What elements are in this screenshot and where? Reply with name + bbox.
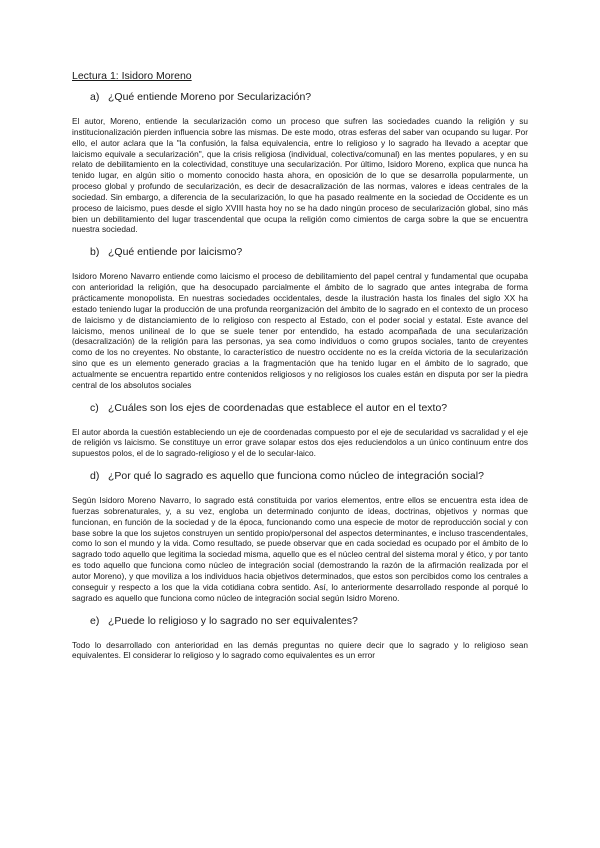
- question-text: ¿Por qué lo sagrado es aquello que funciona como núcleo de integración social?: [108, 470, 484, 483]
- section-d: [72, 470, 528, 603]
- question-heading: [72, 470, 528, 482]
- question-text: ¿Puede lo religioso y lo sagrado no ser equivalentes?: [108, 614, 358, 627]
- section-c: [72, 402, 528, 460]
- question-heading: [72, 402, 528, 414]
- answer-paragraph: El autor, Moreno, entiende la secularización como un proceso que sufren las sociedades cuando la religión y su institucionalización pierden influencia sobre las mismas. De este modo, otras esferas del saber van ocupando su lugar. Por ello, el autor aclara que la "la confusión, la falsa equivalencia, entre lo religioso y lo sagrado ha llevado a aceptar que laicismo equivale a secularización", que la crisis religiosa (individual, colectiva/comunal) en las mentes populares, y en su relato de debilitamiento en la colectividad, constituye una secularización. Por último, Isidoro Moreno, explica que nunca ha tenido lugar, en algún sitio o momento conocido hasta ahora, en oposición de lo que se desarrolla popularmente, un proceso global y profundo de secularización, es decir de desacralización de las normas, valores e ideas centrales de la sociedad. Sin embargo, a diferencia de la secularización, lo que ha pasado realmente en la sociedad de Occidente es un proceso de laicismo, pues desde el siglo XVIII hasta hoy no se ha dado ningún proceso de secularización global, sino más bien un debilitamiento del lugar trascendental que ocupa la religión como cimientos de carga sobre la que se encuentra nuestra sociedad.: [72, 116, 528, 235]
- answer-paragraph: Isidoro Moreno Navarro entiende como laicismo el proceso de debilitamiento del papel central y fundamental que ocupaba con anterioridad la religión, que ha desocupado parcialmente el ámbito de lo sagrado que antes integraba de forma prácticamente monopolista. En nuestras sociedades occidentales, desde la ilustración hasta los finales del siglo XX ha estado teniendo lugar la producción de una profunda reorganización del ámbito de lo sagrado en el contexto de un proceso de laicismo y de distanciamiento de lo religioso con respecto al Estado, con el poder social y estatal. Este avance del laicismo, menos unilineal de lo que se suele tener por entendido, ha estado acompañada de una secularización (desacralización) de la religión para las personas, ya sea como individuos o como grupos sociales, tanto de creyentes como de los no creyentes. No obstante, lo característico de nuestro occidente no es la creída victoria de la secularización sino que es un elemento generado gracias a la fragmentación que ha tenido lugar en el ámbito de lo sagrado, que actualmente se encuentra repartido entre contenidos religiosos y no religiosos los cuales están en disputa por ser la piedra central de los absolutos sociales: [72, 271, 528, 390]
- question-letter: b): [90, 246, 100, 259]
- question-letter: c): [90, 401, 99, 414]
- question-letter: e): [90, 614, 100, 627]
- answer-paragraph: Todo lo desarrollado con anterioridad en las demás preguntas no quiere decir que lo sagrado y lo religioso sean equivalentes. El considerar lo religioso y lo sagrado como equivalentes es un error: [72, 639, 528, 661]
- question-letter: a): [90, 91, 100, 103]
- section-b: [72, 246, 528, 390]
- document-title: Lectura 1: Isidoro Moreno: [72, 70, 192, 82]
- section-a: [72, 91, 528, 235]
- question-text: ¿Qué entiende por laicismo?: [108, 246, 243, 259]
- question-text: ¿Qué entiende Moreno por Secularización?: [108, 91, 312, 103]
- answer-paragraph: El autor aborda la cuestión estableciendo un eje de coordenadas compuesto por el eje de secularidad vs sacralidad y el eje de religión vs laicismo. Se constituye un error grave solapar estos dos ejes reduciendolos a un único continuum entre dos supuestos polos, el de lo sagrado-religioso y el de lo secular-laico.: [72, 426, 528, 459]
- question-heading: [72, 246, 528, 258]
- question-heading: [72, 615, 528, 627]
- question-heading: [72, 91, 528, 103]
- question-text: ¿Cuáles son los ejes de coordenadas que establece el autor en el texto?: [108, 401, 448, 414]
- answer-paragraph: Según Isidoro Moreno Navarro, lo sagrado está constituida por varios elementos, entre ellos se encuentra esta idea de fuerzas sobrenaturales, y, a su vez, engloba un determinado conjunto de ideas, doctrinas, objetivos y normas que funcionan, en función de la sociedad y de la época, funcionando como una especie de motor de reproducción social y con base sobre la que los sujetos construyen un sentido propio/personal del aspectos determinantes, e incluso trascendentales, como lo son el mundo y la vida. Como resultado, se puede observar que en cada sociedad es ocupado por el ámbito de lo sagrado todo aquello que legitima la sociedad misma, aquello que es el núcleo central del sistema moral y ético, y por tanto es todo aquello que funciona como núcleo de integración social (demostrando la razón de la afirmación realizada por el autor Moreno), y que moviliza a los individuos hacia objetivos determinados, que estos son percibidos como los centrales a conseguir y respecto a los que la vida cotidiana cobra sentido. Así, lo anteriormente desarrollado responde al porqué lo sagrado es aquello que funciona como núcleo de integración social según Isidro Moreno.: [72, 495, 528, 603]
- question-letter: d): [90, 470, 100, 483]
- section-e: [72, 615, 528, 662]
